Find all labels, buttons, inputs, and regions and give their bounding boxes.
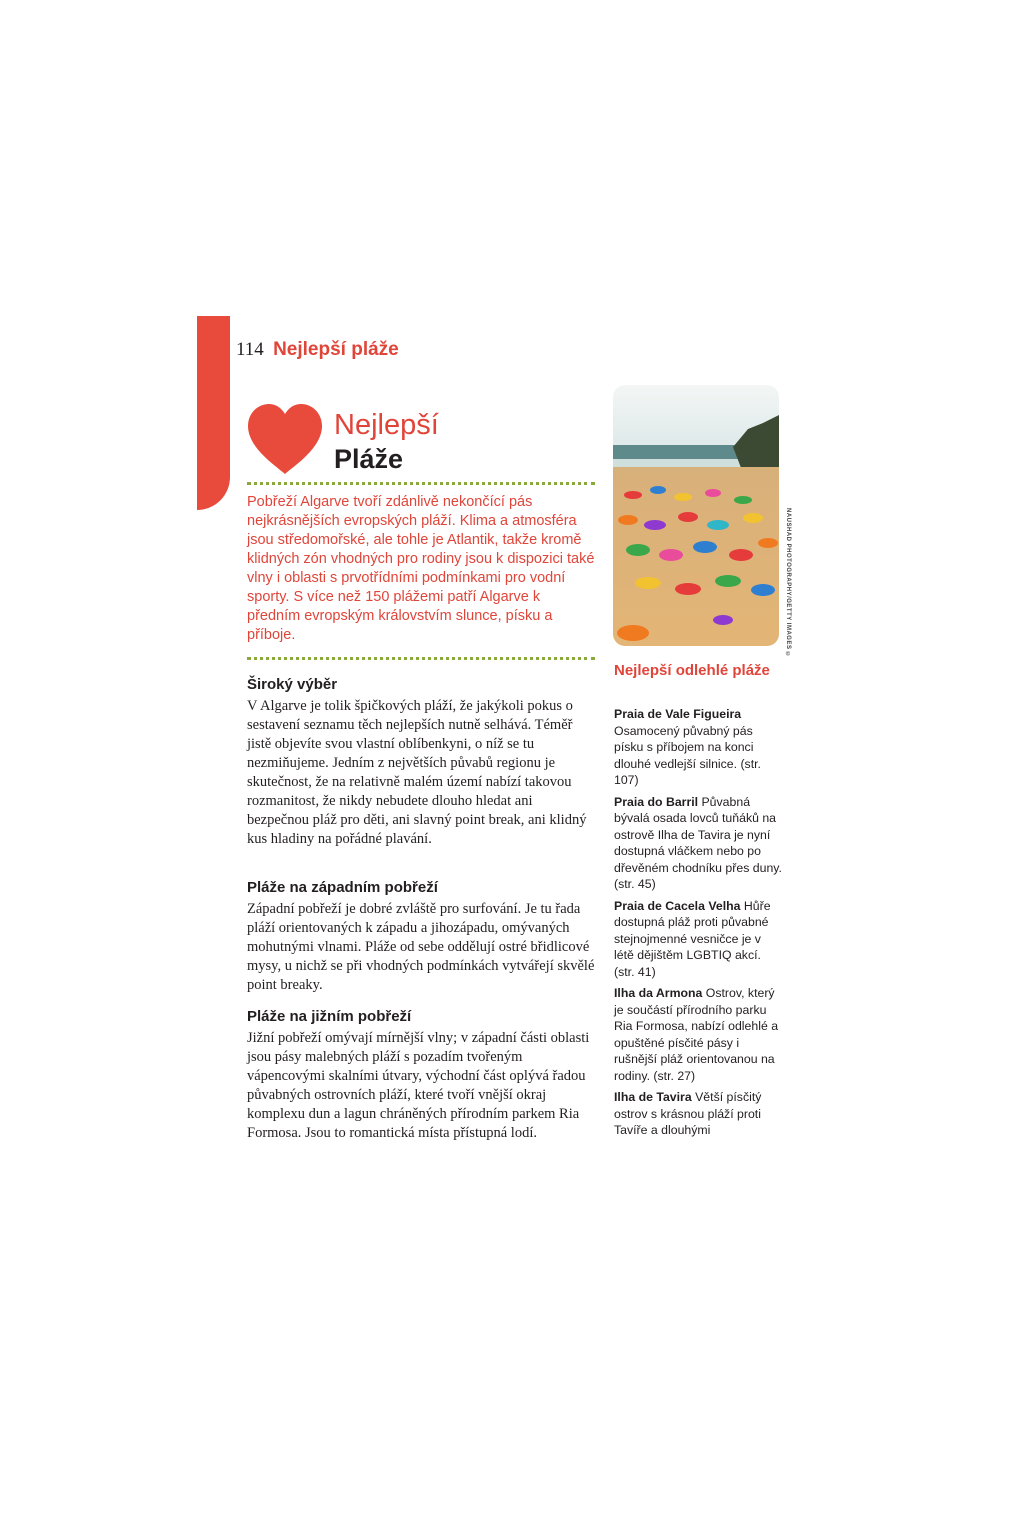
heart-icon (246, 402, 324, 476)
running-head (236, 339, 399, 361)
section-text: Jižní pobřeží omývají mírnější vlny; v západní části oblasti jsou pásy malebných pláží s pozadím tvořeným vápencovými skalními útvary, východní část oplývá řadou půvabných ostrovních pláží, které tvoří vnější okraj komplexu dun a lagun chráněných přírodním parkem Ria Formosa. Jsou to romantická místa přístupná lodí. (247, 1030, 590, 1141)
divider-bottom (247, 657, 595, 660)
list-item-text: Větší písčitý ostrov s krásnou pláží proti Tavíře a dlouhými (614, 1090, 762, 1137)
list-item (614, 985, 784, 1084)
list-item-name: Praia de Cacela Velha (614, 898, 741, 913)
section-text: V Algarve je tolik špičkových pláží, že jakýkoli pokus o sestavení seznamu těch nejlepších nutně selhává. Téměř jistě objevíte svou vlastní oblíbenkyni, o níž se tu nezmiňujeme. Jedním z největších půvabů regionu je skutečnost, že na relativně malém území nabízí takovou rozmanitost, že nikdy nebudete dlouho hledat ani bezpečnou pláž pro děti, ani slavný point break, ani klidný kus hladiny na pořádné plavání. (247, 698, 587, 847)
hero-title-line2: Pláže (334, 444, 404, 474)
page-number: 114 (236, 339, 264, 360)
list-item (614, 898, 784, 981)
chapter-tab (197, 316, 230, 510)
list-item (614, 706, 784, 789)
section-heading: Pláže na jižním pobřeží (247, 1008, 412, 1025)
sidebar-title: Nejlepší odlehlé pláže (614, 662, 770, 679)
intro-paragraph: Pobřeží Algarve tvoří zdánlivě nekončící pás nejkrásnějších evropských pláží. Klima a atmosféra jsou středomořské, ale tohle je Atlantik, takže kromě klidných zón vhodných pro rodiny jsou k dispozici také vlny i oblasti s prvotřídními podmínkami pro vodní sporty. S více než 150 plážemi patří Algarve k předním evropským královstvím slunce, písku a příboje. (247, 494, 595, 643)
section-text: Západní pobřeží je dobré zvláště pro surfování. Je tu řada pláží orientovaných k západu a jihozápadu, omývaných mohutnými vlnami. Pláže od sebe oddělují ostré břidlicové mysy, u nichž se při vhodných podmínkách vytvářejí skvělé point breaky. (247, 901, 595, 993)
section-heading: Široký výběr (247, 676, 338, 693)
list-item-name: Praia do Barril (614, 794, 699, 809)
list-item-name: Ilha da Armona (614, 986, 703, 1000)
section-west-coast (247, 879, 597, 995)
section-south-coast (247, 1008, 597, 1143)
list-item-text: Hůře dostupná pláž proti půvabné stejnojmenné vesničce je v létě dějištěm LGBTIQ akcí. (str. 41) (614, 898, 771, 979)
section-heading: Pláže na západním pobřeží (247, 879, 438, 896)
section-wide-choice (247, 676, 597, 849)
list-item-text: Půvabná bývalá osada lovců tuňáků na ostrově Ilha de Tavira je nyní dostupná vláčkem nebo po dřevěném chodníku přes duny. (str. 45) (614, 794, 782, 891)
list-item-text: Ostrov, který je součástí přírodního parku Ria Formosa, nabízí odlehlé a opuštěné písčité pásy i rušnější pláž orientovanou na rodiny. (str. 27) (614, 986, 779, 1083)
divider-top (247, 482, 595, 485)
list-item-name: Praia de Vale Figueira (614, 707, 742, 721)
list-item-text: Osamocený půvabný pás písku s příbojem na konci dlouhé vedlejší silnice. (str. 107) (614, 723, 761, 787)
running-head-title: Nejlepší pláže (273, 339, 399, 360)
list-item (614, 1089, 784, 1139)
beach-photo (613, 385, 779, 646)
list-item-name: Ilha de Tavira (614, 1090, 692, 1104)
hero-title-line1: Nejlepší (334, 409, 439, 441)
hero-title (334, 408, 439, 476)
photo-credit: NAUSHAD PHOTOGRAPHY/GETTY IMAGES © (785, 508, 791, 659)
list-item (614, 794, 784, 893)
sidebar-list (614, 706, 784, 1144)
